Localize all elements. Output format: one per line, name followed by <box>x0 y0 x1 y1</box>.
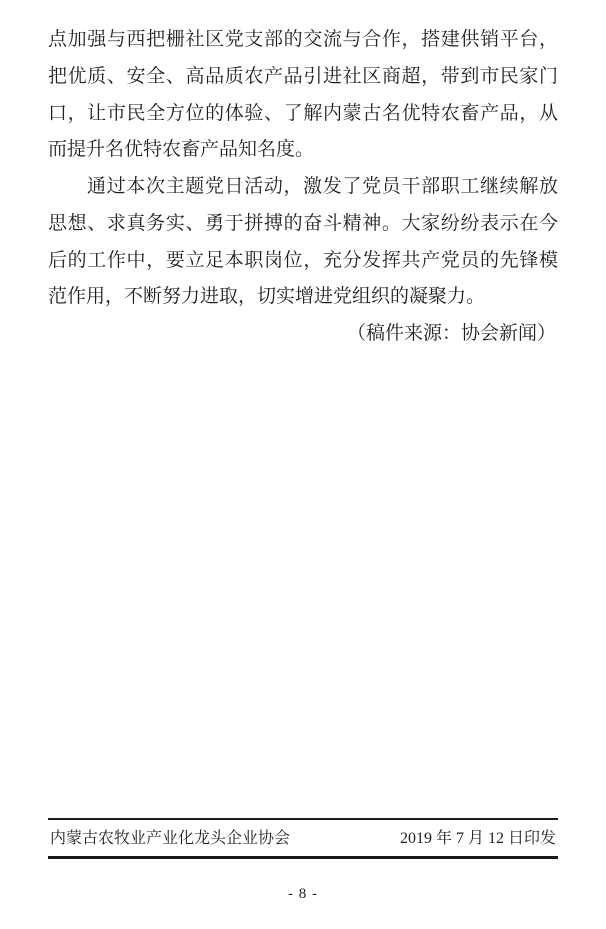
page-number: - 8 - <box>288 886 318 902</box>
body-line: 思想、求真务实、勇于拼搏的奋斗精神。大家纷纷表示在今 <box>48 212 558 234</box>
body-line: 通过本次主题党日活动，激发了党员干部职工继续解放 <box>87 176 558 197</box>
body-line: 口，让市民全方位的体验、了解内蒙古名优特农畜产品，从 <box>48 102 558 124</box>
body-line: 而提升名优特农畜产品知名度。 <box>48 139 315 161</box>
body-line: 点加强与西把栅社区党支部的交流与合作，搭建供销平台， <box>48 29 558 50</box>
source-attribution: （稿件来源：协会新闻） <box>346 323 556 344</box>
body-text-block <box>48 22 558 353</box>
colophon-footer <box>48 818 558 859</box>
footer-issuer: 内蒙古农牧业产业化龙头企业协会 <box>50 830 291 847</box>
body-line: 范作用，不断努力进取，切实增进党组织的凝聚力。 <box>48 286 486 308</box>
footer-print-date: 2019 年 7 月 12 日印发 <box>399 830 556 847</box>
body-line: 后的工作中，要立足本职岗位，充分发挥共产党员的先锋模 <box>48 249 558 271</box>
body-line: 把优质、安全、高品质农产品引进社区商超，带到市民家门 <box>48 65 558 87</box>
